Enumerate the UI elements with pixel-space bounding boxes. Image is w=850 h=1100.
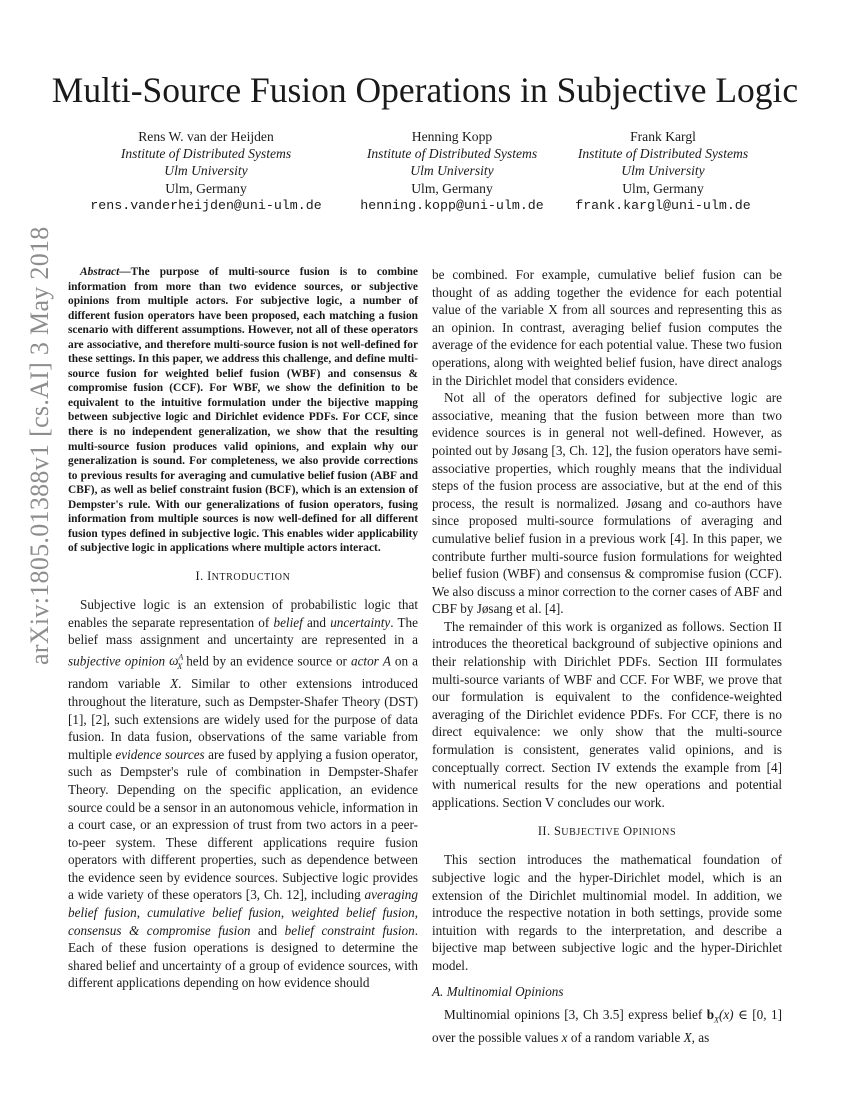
intro-paragraph: Subjective logic is an extension of probabilistic logic that enables the separate representation of belief and uncertainty. The belief mass assignment and uncertainty are represented in a subjective opinion $\omega^A_X$ held by an evidence source or actor A on a random variable X. Similar to other extensions introduced throughout the literature, such as Dempster-Shafer Theory (DST) [1], [2], such extensions are widely used for the purpose of data fusion. In data fusion, observations of the same variable from multiple evidence sources are fused by applying a fusion operator, such as Dempster's rule of combination in Dempster-Shafer Theory. Depending on the specific application, an evidence source could be a sensor in an autonomous vehicle, information in a court case, or an expression of trust from two actors in a peer-to-peer system. These different applications require fusion operators with different properties, such as dependence between the evidence seen by evidence sources. Subjective logic provides a wide variety of these operators [3, Ch. 12], including averaging belief fusion, cumulative belief fusion, weighted belief fusion, consensus & compromise fusion and belief constraint fusion. Each of these fusion operations is designed to determine the shared belief and uncertainty of a group of evidence sources, with different applications depending on how evidence should [68, 596, 419, 991]
author-university: Ulm University [621, 163, 705, 179]
author-dept: Institute of Distributed Systems [366, 146, 538, 162]
author-name: Rens W. van der Heijden [138, 129, 274, 144]
paper-title: Multi-Source Fusion Operations in Subjective Logic [51, 70, 799, 110]
author-location: Ulm, Germany [411, 180, 493, 196]
author-location: Ulm, Germany [622, 180, 704, 196]
author-location: Ulm, Germany [165, 180, 247, 196]
body-paragraph: be combined. For example, cumulative belief fusion can be thought of as adding together the evidence for each potential value of the variable X from all sources and representing this as an opinion. In contrast, averaging belief fusion computes the average of the evidence for each potential value. These two fusion operations, along with weighted belief fusion, have direct analogs in the Dirichlet model that considers evidence. [432, 267, 782, 388]
subsection-heading-multinomial-opinions: A. Multinomial Opinions [432, 983, 564, 999]
author-university: Ulm University [410, 163, 494, 179]
right-column [432, 266, 782, 1047]
author-university: Ulm University [164, 163, 248, 179]
author-dept: Institute of Distributed Systems [120, 146, 292, 162]
body-paragraph: This section introduces the mathematical foundation of subjective logic and the hyper-Dirichlet model, which is an extension of the Dirichlet multinomial model. In addition, we introduce the respective notation in both settings, provide some intuition with regards to the interpretation, and describe a bijective map between subjective logic and the hyper-Dirichlet model. [432, 852, 782, 973]
author-dept: Institute of Distributed Systems [577, 146, 749, 162]
author-email: henning.kopp@uni-ulm.de [360, 197, 544, 213]
author-name: Henning Kopp [411, 129, 493, 144]
author-block-1 [66, 128, 346, 214]
left-column [68, 265, 418, 992]
author-email: frank.kargl@uni-ulm.de [575, 197, 751, 213]
section-heading-subjective-opinions: II. SUBJECTIVE OPINIONS [537, 824, 677, 839]
body-paragraph: Not all of the operators defined for subjective logic are associative, meaning that the fusion between more than two evidence sources is in general not well-defined. However, as pointed out by Jøsang [3, Ch. 12], the fusion operators have semi-associative properties, which roughly means that the individual steps of the fusion process are associative, but at the end of this process, the result is normalized. Jøsang and co-authors have since proposed multi-source formulations of averaging and cumulative belief fusion in a previous work [4]. In this paper, we contribute further multi-source fusion formulations for weighted belief fusion (WBF) and consensus & compromise fusion (CCF). We also discuss a minor correction to the corner cases of ABF and CBF by Jøsang et al. [4]. [432, 390, 782, 617]
section-heading-introduction: I. INTRODUCTION [195, 568, 291, 583]
author-email: rens.vanderheijden@uni-ulm.de [90, 197, 322, 213]
author-name: Frank Kargl [630, 129, 696, 144]
abstract-label: Abstract [80, 266, 120, 278]
author-block-3 [523, 128, 803, 214]
abstract-text: —The purpose of multi-source fusion is to combine information from more than two evidence sources, or subjective opinions from multiple actors. For subjective logic, a number of different fusion operators have been proposed, each matching a fusion scenario with different assumptions. However, not all of these operators are associative, and therefore multi-source fusion is not well-defined for these settings. In this paper, we address this challenge, and define multi-source fusion for weighted belief fusion (WBF) and consensus & compromise fusion (CCF). For WBF, we show the definition to be equivalent to the intuitive formulation under the bijective mapping between subjective logic and Dirichlet evidence PDFs. For CCF, since there is no independent generalization, we show that the resulting multi-source fusion produces valid opinions, and explain why our generalization is sound. For completeness, we also provide corrections to previous results for averaging and cumulative belief fusion (ABF and CBF), as well as belief constraint fusion (BCF), which is an extension of Dempster's rule. With our generalizations of fusion operators, fusing information from multiple sources is now well-defined for all different fusion types defined in subjective logic. This enables wider applicability of subjective logic in applications where multiple actors interact. [68, 266, 418, 555]
body-paragraph: Multinomial opinions [3, Ch 3.5] express belief $b_X(x)$ ∈ [0, 1] over the possible values x of a random variable X, as [432, 1007, 783, 1046]
abstract [68, 265, 418, 556]
arxiv-stamp: arXiv:1805.01388v1 [cs.AI] 3 May 2018 [25, 226, 54, 665]
body-paragraph: The remainder of this work is organized as follows. Section II introduces the theoretical background of subjective opinions and their relationship with Dirichlet PDFs. Section III formulates multi-source variants of WBF and CCF. For WBF, we prove that our formulation is equivalent to the confidence-weighted averaging of the Dirichlet evidence PDFs. For CCF, there is no direct equivalence: we only show that the multi-source formulation is consistent, generates valid opinions, and is conceptually correct. Section IV extends the example from [4] with numerical results for the new operations and potential applications. Section V concludes our work. [432, 618, 782, 810]
